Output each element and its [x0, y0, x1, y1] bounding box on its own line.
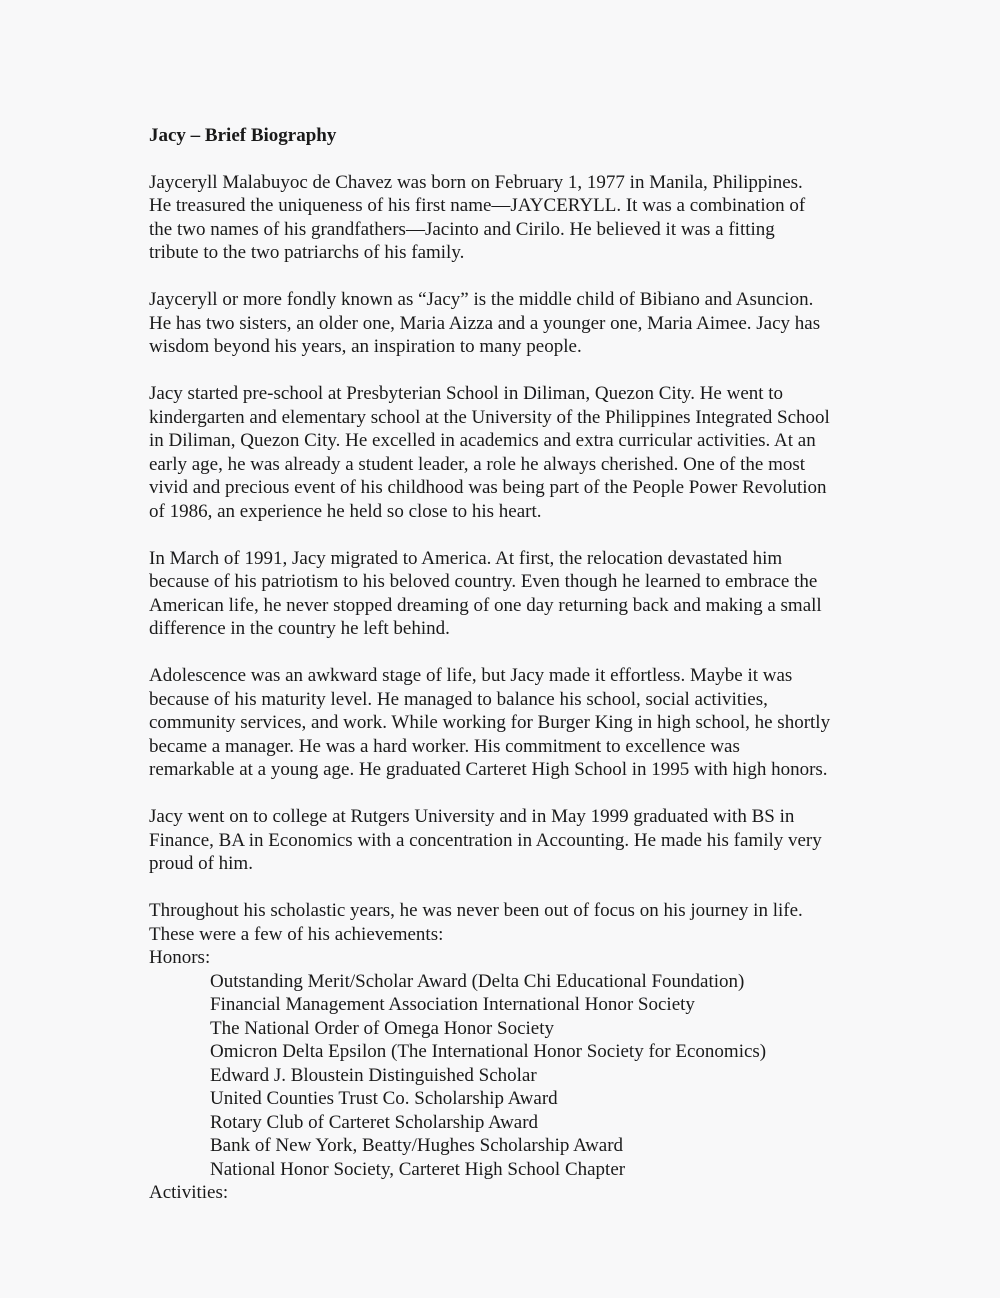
- honor-item: United Counties Trust Co. Scholarship Award: [210, 1088, 558, 1109]
- honor-item: Financial Management Association International Honor Society: [210, 994, 695, 1015]
- paragraph-migration: [149, 547, 909, 641]
- text-line: kindergarten and elementary school at the University of the Philippines Integrated School: [149, 406, 830, 428]
- document-body: [149, 124, 909, 1205]
- text-line: community services, and work. While working for Burger King in high school, he shortly: [149, 712, 831, 733]
- achievements-intro-line: Throughout his scholastic years, he was never been out of focus on his journey in life.: [149, 900, 803, 921]
- text-line: vivid and precious event of his childhood was being part of the People Power Revolution: [149, 477, 827, 498]
- honor-item: Rotary Club of Carteret Scholarship Award: [210, 1111, 539, 1133]
- honor-item: Bank of New York, Beatty/Hughes Scholarship Award: [210, 1135, 624, 1156]
- text-line: because of his maturity level. He managed to balance his school, social activities,: [149, 688, 768, 710]
- text-line: In March of 1991, Jacy migrated to America. At first, the relocation devastated him: [149, 547, 783, 569]
- text-line: Adolescence was an awkward stage of life, but Jacy made it effortless. Maybe it was: [149, 665, 793, 686]
- text-line: Finance, BA in Economics with a concentration in Accounting. He made his family very: [149, 829, 822, 851]
- honor-item: Omicron Delta Epsilon (The International Honor Society for Economics): [210, 1041, 767, 1062]
- text-line: Jacy went on to college at Rutgers University and in May 1999 graduated with BS in: [149, 806, 795, 827]
- text-line: in Diliman, Quezon City. He excelled in academics and extra curricular activities. At an: [149, 430, 816, 451]
- paragraph-adolescence: [149, 664, 909, 782]
- text-line: wisdom beyond his years, an inspiration to many people.: [149, 336, 582, 357]
- text-line: Jayceryll Malabuyoc de Chavez was born on February 1, 1977 in Manila, Philippines.: [149, 171, 803, 193]
- achievements-section: [149, 899, 909, 1205]
- text-line: of 1986, an experience he held so close to his heart.: [149, 500, 542, 522]
- honors-label: Honors:: [149, 947, 211, 968]
- honor-item: The National Order of Omega Honor Society: [210, 1017, 555, 1039]
- text-line: tribute to the two patriarchs of his family.: [149, 242, 465, 263]
- text-line: Jayceryll or more fondly known as “Jacy” is the middle child of Bibiano and Asuncion.: [149, 289, 814, 310]
- activities-label: Activities:: [149, 1182, 229, 1203]
- document-title: Jacy – Brief Biography: [149, 125, 337, 146]
- text-line: became a manager. He was a hard worker. His commitment to excellence was: [149, 735, 740, 757]
- text-line: Jacy started pre-school at Presbyterian School in Diliman, Quezon City. He went to: [149, 383, 784, 404]
- honors-list: [149, 970, 909, 1182]
- text-line: He has two sisters, an older one, Maria Aizza and a younger one, Maria Aimee. Jacy has: [149, 312, 821, 334]
- paragraph-family: [149, 288, 909, 359]
- text-line: proud of him.: [149, 853, 253, 874]
- text-line: He treasured the uniqueness of his first name—JAYCERYLL. It was a combination of: [149, 195, 806, 216]
- achievements-intro-line: These were a few of his achievements:: [149, 923, 444, 945]
- text-line: because of his patriotism to his beloved country. Even though he learned to embrace the: [149, 571, 818, 592]
- text-line: American life, he never stopped dreaming of one day returning back and making a small: [149, 594, 822, 616]
- honor-item: Edward J. Bloustein Distinguished Scholar: [210, 1064, 537, 1086]
- paragraph-college: [149, 805, 909, 876]
- paragraph-birth: [149, 171, 909, 265]
- text-line: the two names of his grandfathers—Jacinto and Cirilo. He believed it was a fitting: [149, 218, 775, 240]
- paragraph-schooling: [149, 382, 909, 523]
- text-line: early age, he was already a student leader, a role he always cherished. One of the most: [149, 453, 806, 475]
- text-line: remarkable at a young age. He graduated Carteret High School in 1995 with high honors.: [149, 759, 828, 780]
- honor-item: Outstanding Merit/Scholar Award (Delta Chi Educational Foundation): [210, 970, 745, 992]
- honor-item: National Honor Society, Carteret High School Chapter: [210, 1158, 626, 1180]
- text-line: difference in the country he left behind.: [149, 618, 450, 639]
